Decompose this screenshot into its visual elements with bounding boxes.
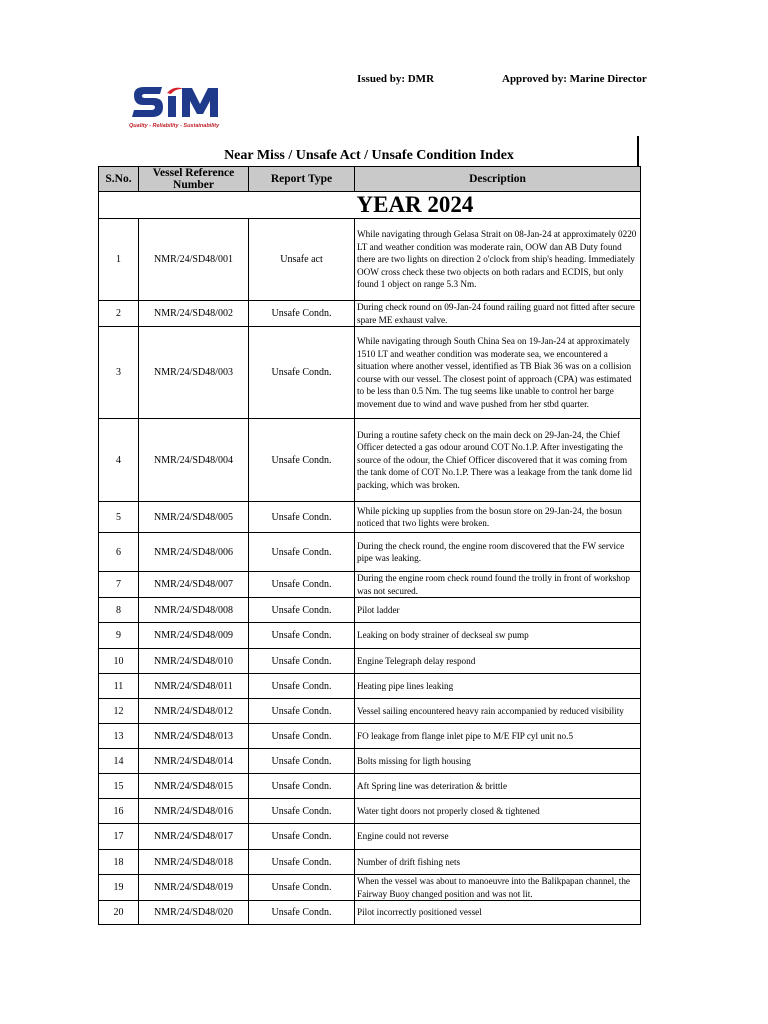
cell-sno: 12 bbox=[99, 699, 139, 724]
cell-reference: NMR/24/SD48/020 bbox=[139, 901, 249, 925]
cell-reference: NMR/24/SD48/010 bbox=[139, 649, 249, 674]
cell-reference: NMR/24/SD48/013 bbox=[139, 724, 249, 749]
cell-report-type: Unsafe Condn. bbox=[249, 301, 355, 327]
cell-sno: 3 bbox=[99, 327, 139, 419]
cell-reference: NMR/24/SD48/001 bbox=[139, 219, 249, 301]
cell-reference: NMR/24/SD48/019 bbox=[139, 875, 249, 901]
cell-sno: 13 bbox=[99, 724, 139, 749]
cell-sno: 16 bbox=[99, 799, 139, 824]
cell-reference: NMR/24/SD48/003 bbox=[139, 327, 249, 419]
cell-description: During check round on 09-Jan-24 found railing guard not fitted after secure spare ME exhaust valve. bbox=[355, 301, 641, 327]
cell-report-type: Unsafe Condn. bbox=[249, 850, 355, 875]
cell-report-type: Unsafe Condn. bbox=[249, 875, 355, 901]
cell-description: FO leakage from flange inlet pipe to M/E FIP cyl unit no.5 bbox=[355, 724, 641, 749]
cell-sno: 19 bbox=[99, 875, 139, 901]
near-miss-table bbox=[98, 166, 641, 925]
cell-description: When the vessel was about to manoeuvre into the Balikpapan channel, the Fairway Buoy changed position and was not lit. bbox=[355, 875, 641, 901]
cell-sno: 4 bbox=[99, 419, 139, 502]
cell-description: While navigating through Gelasa Strait on 08-Jan-24 at approximately 0220 LT and weather condition was moderate rain, OOW dan AB Duty found there are two lights on direction 2 o'clock from ship's heading. Immediately OOW cross check these two objects on both radars and ECDIS, but only found 1 object on range 5.3 Nm. bbox=[355, 219, 641, 301]
table-row bbox=[99, 799, 641, 824]
cell-description: Number of drift fishing nets bbox=[355, 850, 641, 875]
cell-sno: 17 bbox=[99, 824, 139, 850]
cell-reference: NMR/24/SD48/011 bbox=[139, 674, 249, 699]
cell-reference: NMR/24/SD48/018 bbox=[139, 850, 249, 875]
cell-report-type: Unsafe act bbox=[249, 219, 355, 301]
cell-sno: 18 bbox=[99, 850, 139, 875]
cell-sno: 15 bbox=[99, 774, 139, 799]
cell-description: During the engine room check round found the trolly in front of workshop was not secured. bbox=[355, 572, 641, 598]
cell-description: Pilot ladder bbox=[355, 598, 641, 623]
cell-description: Engine could not reverse bbox=[355, 824, 641, 850]
table-row bbox=[99, 649, 641, 674]
cell-report-type: Unsafe Condn. bbox=[249, 623, 355, 649]
cell-description: While picking up supplies from the bosun store on 29-Jan-24, the bosun noticed that two lights were broken. bbox=[355, 502, 641, 533]
cell-reference: NMR/24/SD48/014 bbox=[139, 749, 249, 774]
cell-sno: 9 bbox=[99, 623, 139, 649]
cell-sno: 8 bbox=[99, 598, 139, 623]
column-header-sno: S.No. bbox=[99, 167, 139, 192]
cell-description: Leaking on body strainer of deckseal sw pump bbox=[355, 623, 641, 649]
cell-reference: NMR/24/SD48/008 bbox=[139, 598, 249, 623]
cell-reference: NMR/24/SD48/002 bbox=[139, 301, 249, 327]
table-row bbox=[99, 623, 641, 649]
cell-sno: 5 bbox=[99, 502, 139, 533]
cell-description: During the check round, the engine room discovered that the FW service pipe was leaking. bbox=[355, 533, 641, 572]
year-label: YEAR 2024 bbox=[355, 192, 641, 219]
cell-sno: 6 bbox=[99, 533, 139, 572]
cell-description: Water tight doors not properly closed & tightened bbox=[355, 799, 641, 824]
cell-report-type: Unsafe Condn. bbox=[249, 419, 355, 502]
cell-description: Bolts missing for ligth housing bbox=[355, 749, 641, 774]
year-row bbox=[99, 192, 641, 219]
cell-report-type: Unsafe Condn. bbox=[249, 502, 355, 533]
cell-description: During a routine safety check on the main deck on 29-Jan-24, the Chief Officer detected a gas odour around COT No.1.P. After investigating the source of the odour, the Chief Officer discovered that it was coming from the tank dome of COT No.1.P. There was a leakage from the tank dome lid packing, which was broken. bbox=[355, 419, 641, 502]
table-row bbox=[99, 724, 641, 749]
cell-reference: NMR/24/SD48/004 bbox=[139, 419, 249, 502]
cell-reference: NMR/24/SD48/017 bbox=[139, 824, 249, 850]
cell-sno: 11 bbox=[99, 674, 139, 699]
cell-description: Heating pipe lines leaking bbox=[355, 674, 641, 699]
cell-report-type: Unsafe Condn. bbox=[249, 824, 355, 850]
table-row bbox=[99, 502, 641, 533]
cell-reference: NMR/24/SD48/012 bbox=[139, 699, 249, 724]
cell-sno: 2 bbox=[99, 301, 139, 327]
table-row bbox=[99, 699, 641, 724]
table-row bbox=[99, 850, 641, 875]
table-row bbox=[99, 901, 641, 925]
table-row bbox=[99, 774, 641, 799]
table-row bbox=[99, 875, 641, 901]
column-header-report-type: Report Type bbox=[249, 167, 355, 192]
cell-description: Pilot incorrectly positioned vessel bbox=[355, 901, 641, 925]
cell-reference: NMR/24/SD48/009 bbox=[139, 623, 249, 649]
cell-reference: NMR/24/SD48/016 bbox=[139, 799, 249, 824]
cell-description: While navigating through South China Sea on 19-Jan-24 at approximately 1510 LT and weather condition was moderate sea, we encountered a situation where another vessel, identified as TB Biak 36 was on a collision course with our vessel. The closest point of approach (CPA) was estimated to be less than 0.5 Nm. The tug seems like unable to control her barge movement due to wind and wave pushed from her stbd quarter. bbox=[355, 327, 641, 419]
table-row bbox=[99, 219, 641, 301]
cell-description: Vessel sailing encountered heavy rain accompanied by reduced visibility bbox=[355, 699, 641, 724]
cell-sno: 1 bbox=[99, 219, 139, 301]
cell-description: Aft Spring line was deteriration & brittle bbox=[355, 774, 641, 799]
logo-tagline: Quality - Reliability - Sustainability bbox=[129, 123, 220, 129]
column-header-description: Description bbox=[355, 167, 641, 192]
table-row bbox=[99, 419, 641, 502]
cell-report-type: Unsafe Condn. bbox=[249, 598, 355, 623]
cell-report-type: Unsafe Condn. bbox=[249, 572, 355, 598]
cell-report-type: Unsafe Condn. bbox=[249, 749, 355, 774]
cell-description: Engine Telegraph delay respond bbox=[355, 649, 641, 674]
cell-report-type: Unsafe Condn. bbox=[249, 699, 355, 724]
cell-report-type: Unsafe Condn. bbox=[249, 901, 355, 925]
table-row bbox=[99, 749, 641, 774]
cell-report-type: Unsafe Condn. bbox=[249, 674, 355, 699]
table-row bbox=[99, 301, 641, 327]
cell-report-type: Unsafe Condn. bbox=[249, 533, 355, 572]
cell-reference: NMR/24/SD48/015 bbox=[139, 774, 249, 799]
cell-sno: 10 bbox=[99, 649, 139, 674]
table-row bbox=[99, 674, 641, 699]
table-row bbox=[99, 533, 641, 572]
table-row bbox=[99, 327, 641, 419]
table-row bbox=[99, 572, 641, 598]
approved-by: Approved by: Marine Director bbox=[502, 73, 647, 85]
cell-report-type: Unsafe Condn. bbox=[249, 799, 355, 824]
table-row bbox=[99, 598, 641, 623]
table-header-row bbox=[99, 167, 641, 192]
cell-reference: NMR/24/SD48/005 bbox=[139, 502, 249, 533]
cell-reference: NMR/24/SD48/007 bbox=[139, 572, 249, 598]
column-header-reference: Vessel Reference Number bbox=[139, 167, 249, 192]
cell-sno: 20 bbox=[99, 901, 139, 925]
cell-reference: NMR/24/SD48/006 bbox=[139, 533, 249, 572]
page-title: Near Miss / Unsafe Act / Unsafe Condition Index bbox=[224, 148, 514, 163]
cell-report-type: Unsafe Condn. bbox=[249, 649, 355, 674]
issued-by: Issued by: DMR bbox=[357, 73, 435, 85]
table-row bbox=[99, 824, 641, 850]
cell-report-type: Unsafe Condn. bbox=[249, 724, 355, 749]
cell-report-type: Unsafe Condn. bbox=[249, 774, 355, 799]
cell-report-type: Unsafe Condn. bbox=[249, 327, 355, 419]
cell-sno: 7 bbox=[99, 572, 139, 598]
cell-sno: 14 bbox=[99, 749, 139, 774]
